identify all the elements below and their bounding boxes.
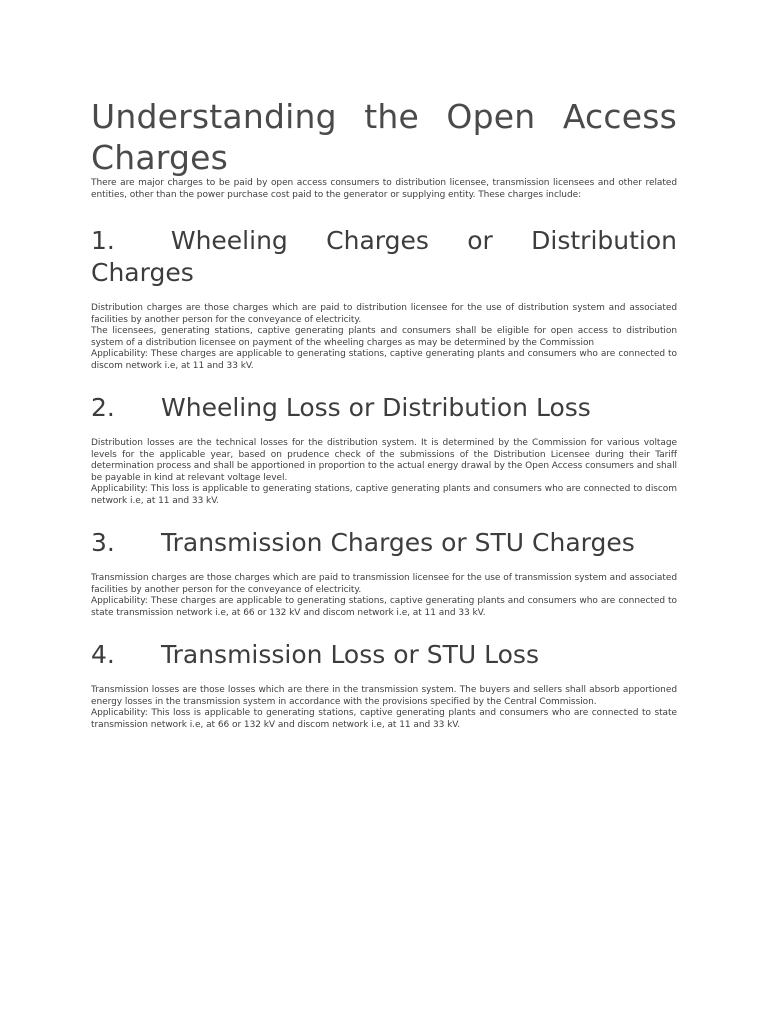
section-1-paragraph-1: Distribution charges are those charges which are paid to distribution licensee for the use of distribution system and associated facilities by another person for the conveyance of electricity. xyxy=(91,303,677,325)
section-number: 1. xyxy=(91,226,115,255)
section-4-heading xyxy=(91,639,677,671)
section-3-applicability: Applicability: These charges are applicable to generating stations, captive generating plants and consumers who are connected to state transmission network i.e, at 66 or 132 kV and discom network i.e, at 11 and 33 kV. xyxy=(91,596,677,618)
section-3-paragraph-1: Transmission charges are those charges which are paid to transmission licensee for the use of transmission system and associated facilities by another person for the conveyance of electricity. xyxy=(91,573,677,595)
section-heading-text: Wheeling Loss or Distribution Loss xyxy=(161,393,591,422)
intro-paragraph: There are major charges to be paid by open access consumers to distribution licensee, transmission licensees and other related entities, other than the power purchase cost paid to the generator or supplying entity. These charges include: xyxy=(91,178,677,200)
document-page xyxy=(91,96,677,731)
section-3-heading xyxy=(91,527,677,559)
section-2-applicability: Applicability: This loss is applicable to generating stations, captive generating plants and consumers who are connected to discom network i.e, at 11 and 33 kV. xyxy=(91,484,677,506)
section-heading-text: Transmission Loss or STU Loss xyxy=(161,640,539,669)
section-4-applicability: Applicability: This loss is applicable to generating stations, captive generating plants and consumers who are connected to state transmission network i.e, at 66 or 132 kV and discom network i.e, at 11 and 33 kV. xyxy=(91,708,677,730)
section-1-heading xyxy=(91,225,677,289)
section-number: 3. xyxy=(91,528,115,557)
section-4-paragraph-1: Transmission losses are those losses which are there in the transmission system. The buyers and sellers shall absorb apportioned energy losses in the transmission system in accordance with the provisions specified by the Central Commission. xyxy=(91,685,677,707)
section-1-paragraph-2: The licensees, generating stations, captive generating plants and consumers shall be eligible for open access to distribution system of a distribution licensee on payment of the wheeling charges as may be determined by the Commission xyxy=(91,326,677,348)
section-heading-text: Transmission Charges or STU Charges xyxy=(161,528,635,557)
section-2-paragraph-1: Distribution losses are the technical losses for the distribution system. It is determined by the Commission for various voltage levels for the applicable year, based on prudence check of the submissions of the Distribution Licensee during their Tariff determination process and shall be apportioned in proportion to the actual energy drawal by the Open Access consumers and shall be payable in kind at relevant voltage level. xyxy=(91,438,677,483)
page-title: Understanding the Open Access Charges xyxy=(91,97,677,177)
section-1-applicability: Applicability: These charges are applicable to generating stations, captive generating plants and consumers who are connected to discom network i.e, at 11 and 33 kV. xyxy=(91,349,677,371)
section-heading-text: Wheeling Charges or Distribution Charges xyxy=(91,226,677,287)
section-2-heading xyxy=(91,392,677,424)
section-number: 4. xyxy=(91,640,115,669)
section-number: 2. xyxy=(91,393,115,422)
